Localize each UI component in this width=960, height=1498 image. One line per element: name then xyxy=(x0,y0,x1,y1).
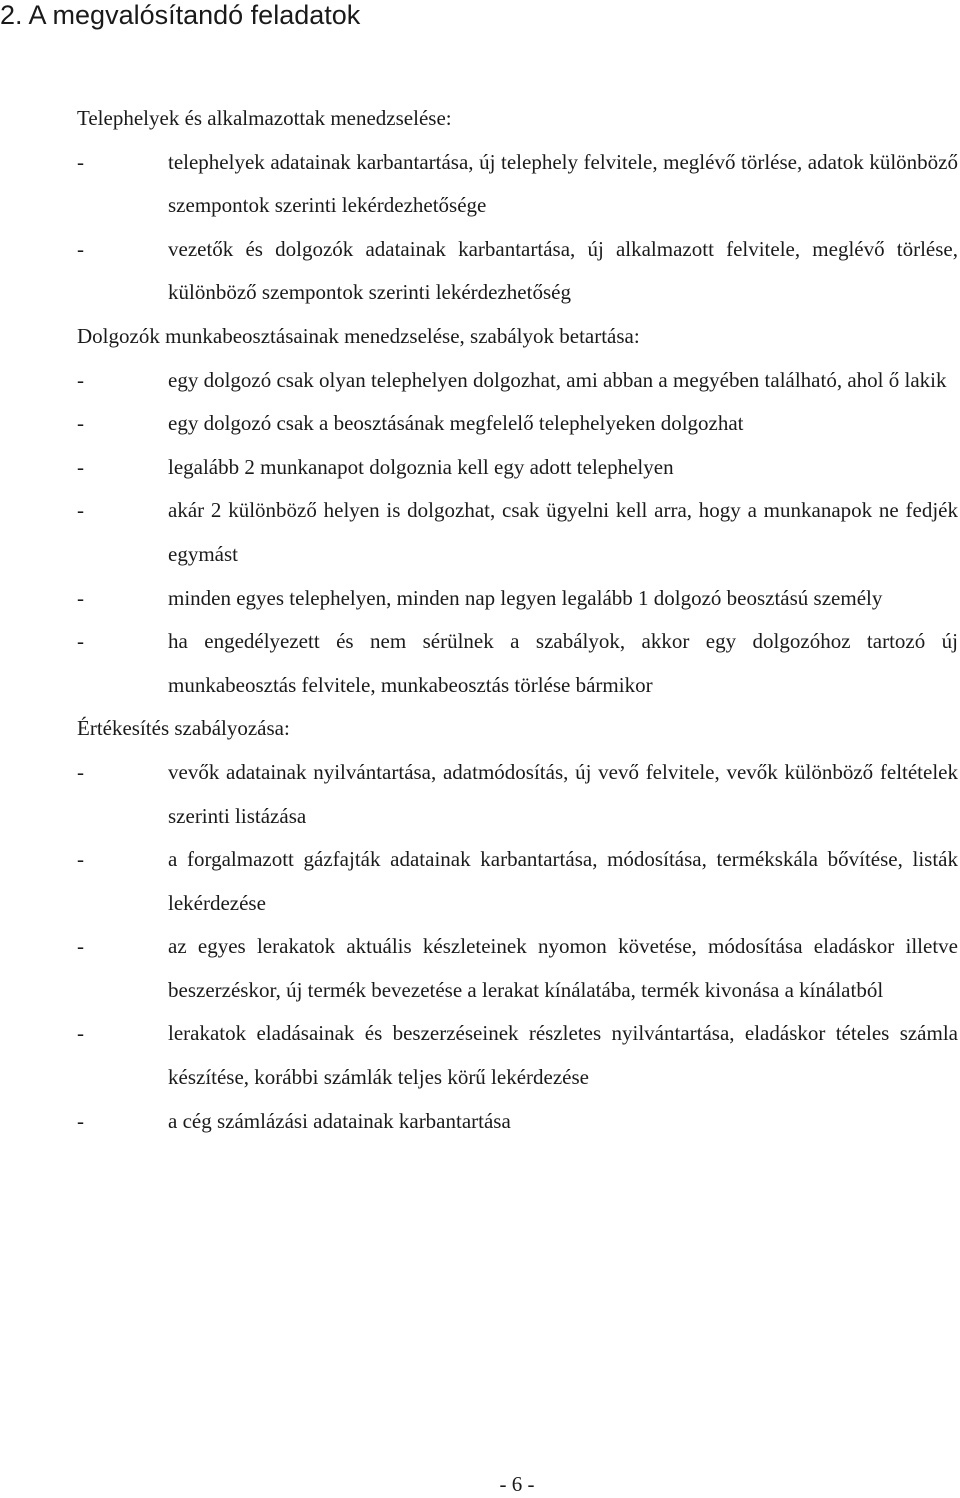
list-item xyxy=(0,489,958,576)
list-dash: - xyxy=(77,934,84,959)
list-item xyxy=(0,1100,958,1144)
list-item xyxy=(0,620,958,707)
list-item xyxy=(0,1012,958,1099)
list-item xyxy=(0,228,958,315)
list-dash: - xyxy=(77,629,84,654)
list-item-text: egy dolgozó csak olyan telephelyen dolgozhat, ami abban a megyében található, ahol ő lakik xyxy=(168,367,947,392)
list-dash: - xyxy=(77,149,84,174)
list-item xyxy=(0,751,958,838)
list-item-text: az egyes lerakatok aktuális készleteinek nyomon követése, módosítása eladáskor illetve beszerzéskor, új termék bevezetése a lerakat kínálatába, termék kivonása a kínálatból xyxy=(168,934,958,1002)
list-item-text: lerakatok eladásainak és beszerzéseinek részletes nyilvántartása, eladáskor tételes számla készítése, korábbi számlák teljes körű lekérdezése xyxy=(168,1021,958,1090)
page-heading: 2. A megvalósítandó feladatok xyxy=(0,0,361,30)
section-work-schedules xyxy=(0,315,960,707)
list-item-text: vevők adatainak nyilvántartása, adatmódosítás, új vevő felvitele, vevők különböző feltételek szerinti listázása xyxy=(168,759,958,828)
list-item-text: egy dolgozó csak a beosztásának megfelelő telephelyeken dolgozhat xyxy=(168,411,744,436)
list-item xyxy=(0,141,958,228)
list-dash: - xyxy=(77,1021,84,1046)
list-dash: - xyxy=(77,411,84,436)
list-item-text: a cég számlázási adatainak karbantartása xyxy=(168,1108,511,1133)
list-item-text: akár 2 különböző helyen is dolgozhat, csak ügyelni kell arra, hogy a munkanapok ne fedjék egymást xyxy=(168,498,958,566)
list-item-text: a forgalmazott gázfajták adatainak karbantartása, módosítása, termékskála bővítése, listák lekérdezése xyxy=(168,847,958,915)
section-sales xyxy=(0,707,960,1143)
list-dash: - xyxy=(77,367,84,392)
list-item xyxy=(0,577,958,621)
list-item xyxy=(0,838,958,925)
list-item xyxy=(0,402,958,446)
section-sites-and-staff xyxy=(0,97,960,315)
list-item-text: vezetők és dolgozók adatainak karbantartása, új alkalmazott felvitele, meglévő törlése, különböző szempontok szerinti lekérdezhetőség xyxy=(168,236,958,305)
list-item-text: ha engedélyezett és nem sérülnek a szabályok, akkor egy dolgozóhoz tartozó új munkabeosztás felvitele, munkabeosztás törlése bármikor xyxy=(168,629,958,697)
list-dash: - xyxy=(77,454,84,479)
list-dash: - xyxy=(77,498,84,523)
section-title: Telephelyek és alkalmazottak menedzselése: xyxy=(77,106,452,130)
list-dash: - xyxy=(77,236,84,261)
list-dash: - xyxy=(77,585,84,610)
section-title: Értékesítés szabályozása: xyxy=(77,716,290,741)
list-dash: - xyxy=(77,759,84,784)
list-dash: - xyxy=(77,1108,84,1133)
list-item xyxy=(0,359,958,403)
page-number: - 6 - xyxy=(499,1472,535,1496)
section-title: Dolgozók munkabeosztásainak menedzselése, szabályok betartása: xyxy=(77,323,640,348)
list-item-text: telephelyek adatainak karbantartása, új telephely felvitele, meglévő törlése, adatok különböző szempontok szerinti lekérdezhetősége xyxy=(168,149,958,218)
list-dash: - xyxy=(77,847,84,872)
list-item xyxy=(0,925,958,1012)
list-item-text: legalább 2 munkanapot dolgoznia kell egy adott telephelyen xyxy=(168,454,674,479)
list-item xyxy=(0,446,958,490)
list-item-text: minden egyes telephelyen, minden nap legyen legalább 1 dolgozó beosztású személy xyxy=(168,585,883,610)
document-body xyxy=(0,97,960,1143)
